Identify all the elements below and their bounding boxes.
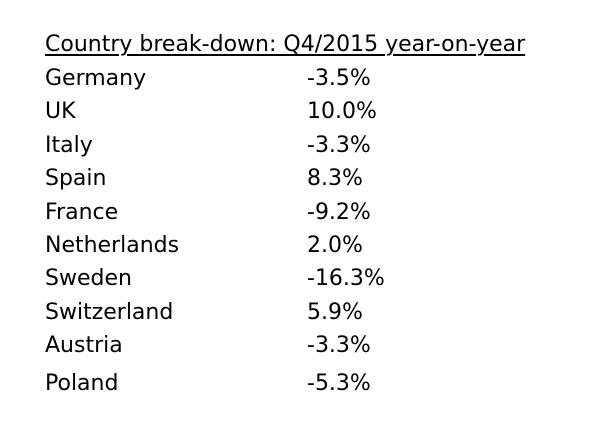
country-name: Sweden xyxy=(45,266,132,292)
country-table xyxy=(45,63,585,401)
country-name: Italy xyxy=(45,132,93,158)
table-row xyxy=(45,330,585,363)
country-name: France xyxy=(45,199,119,225)
country-name: Poland xyxy=(45,370,119,396)
table-row xyxy=(45,163,585,196)
table-row xyxy=(45,197,585,230)
country-value: -16.3% xyxy=(307,266,385,292)
table-row xyxy=(45,63,585,96)
table-row xyxy=(45,263,585,296)
country-value: 10.0% xyxy=(307,99,377,125)
table-row xyxy=(45,96,585,129)
table-row xyxy=(45,230,585,263)
country-name: Spain xyxy=(45,166,107,192)
table-title: Country break-down: Q4/2015 year-on-year xyxy=(45,32,526,57)
country-value: 2.0% xyxy=(307,232,363,258)
country-value: -5.3% xyxy=(307,370,371,396)
country-name: Netherlands xyxy=(45,232,180,258)
country-value: 5.9% xyxy=(307,299,363,325)
table-row xyxy=(45,297,585,330)
country-name: Switzerland xyxy=(45,299,174,325)
country-name: Germany xyxy=(45,66,147,91)
country-value: -3.5% xyxy=(307,66,371,91)
country-value: -9.2% xyxy=(307,199,371,225)
table-row xyxy=(45,130,585,163)
country-name: Austria xyxy=(45,333,123,359)
country-value: -3.3% xyxy=(307,333,371,359)
table-row xyxy=(45,368,585,401)
country-name: UK xyxy=(45,99,76,125)
country-value: 8.3% xyxy=(307,166,363,192)
country-value: -3.3% xyxy=(307,132,371,158)
